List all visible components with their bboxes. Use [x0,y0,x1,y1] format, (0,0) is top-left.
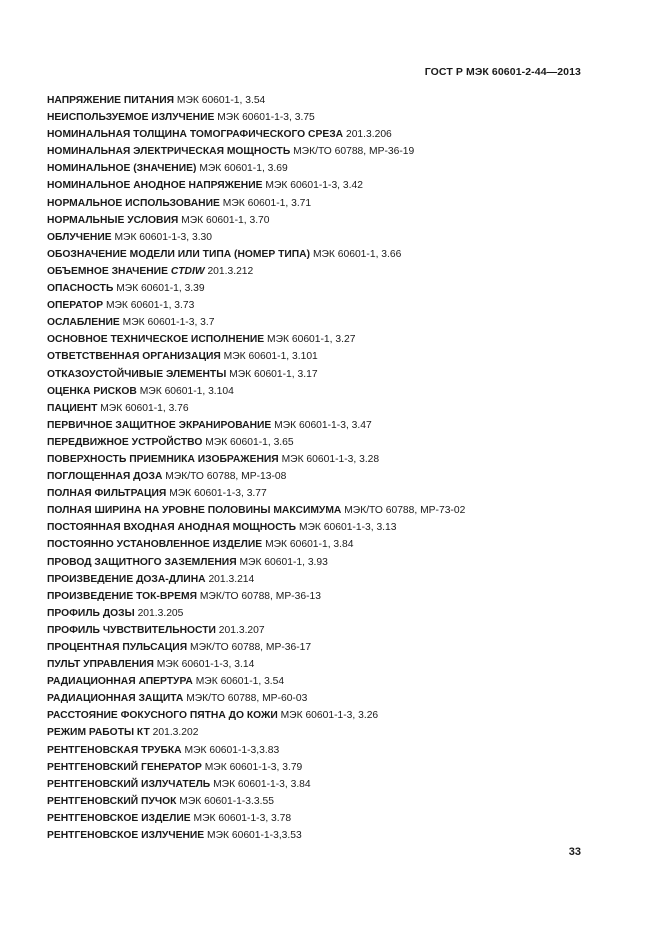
term-reference: МЭК 60601-1, 3.54 [195,676,285,688]
term-name: ОБЪЕМНОЕ ЗНАЧЕНИЕ [47,265,168,277]
term-reference: МЭК 60601-1-3, 3.78 [193,812,292,824]
term-entry [47,92,607,109]
term-entry [47,434,607,451]
term-entry [47,622,607,639]
term-reference: МЭК 60601-1, 3.27 [267,334,356,346]
term-name: ОСЛАБЛЕНИЕ [47,317,120,329]
term-reference: 201.3.207 [218,624,265,636]
term-name: ПОЛНАЯ ШИРИНА НА УРОВНЕ ПОЛОВИНЫ МАКСИМУМА [47,505,342,517]
term-name: ОСНОВНОЕ ТЕХНИЧЕСКОЕ ИСПОЛНЕНИЕ [47,334,265,346]
term-name: ОПАСНОСТЬ [47,283,114,295]
term-entry [47,417,607,434]
term-name: НОМИНАЛЬНОЕ АНОДНОЕ НАПРЯЖЕНИЕ [47,180,263,192]
term-reference: МЭК 60601-1, 3.71 [222,197,312,209]
term-name: ПРОЦЕНТНАЯ ПУЛЬСАЦИЯ [47,642,188,653]
term-entry [47,177,607,194]
term-name: ОБЛУЧЕНИЕ [47,231,112,243]
term-reference: МЭК/ТО 60788, МР-36-17 [190,642,312,653]
term-symbol: CTDIW [170,265,205,277]
term-entry [47,776,607,793]
term-name: ПРОИЗВЕДЕНИЕ ТОК-ВРЕМЯ [47,590,197,602]
term-reference: МЭК 60601-1-3,3.53 [207,830,302,842]
term-name: НОМИНАЛЬНАЯ ТОЛЩИНА ТОМОГРАФИЧЕСКОГО СРЕЗА [47,129,344,141]
page-number: 33 [568,846,581,858]
term-name: НЕИСПОЛЬЗУЕМОЕ ИЗЛУЧЕНИЕ [47,112,215,124]
term-entry [47,331,607,348]
term-name: ОЦЕНКА РИСКОВ [47,385,137,397]
term-reference: 201.3.214 [208,573,255,585]
term-name: РЕНТГЕНОВСКИЙ ПУЧОК [47,795,177,807]
term-entry [47,519,607,536]
term-entry [47,707,607,724]
term-entry [47,485,607,502]
term-entry [47,229,607,246]
term-entry [47,246,607,263]
term-name: НАПРЯЖЕНИЕ ПИТАНИЯ [47,95,175,106]
term-reference: МЭК/ТО 60788, МР-36-19 [293,146,415,158]
term-reference: МЭК 60601-1-3, 3.30 [114,231,213,243]
term-entry [47,690,607,707]
term-entry [47,212,607,229]
term-reference: 201.3.205 [137,607,184,619]
term-name: ПОГЛОЩЕННАЯ ДОЗА [47,471,163,483]
term-entry [47,588,607,605]
term-reference: МЭК 60601-1, 3.104 [139,385,234,397]
term-reference: МЭК 60601-1, 3.70 [181,214,270,226]
term-name: НОРМАЛЬНЫЕ УСЛОВИЯ [47,214,179,226]
term-reference: МЭК 60601-1-3, 3.7 [122,317,215,329]
term-reference: МЭК 60601-1-3, 3.75 [217,112,315,124]
term-name: РЕЖИМ РАБОТЫ КТ [47,727,150,739]
term-name: РАДИАЦИОННАЯ АПЕРТУРА [47,676,193,688]
term-name: ОТВЕТСТВЕННАЯ ОРГАНИЗАЦИЯ [47,351,221,363]
term-name: ПЕРВИЧНОЕ ЗАЩИТНОЕ ЭКРАНИРОВАНИЕ [47,419,272,431]
term-entry [47,297,607,314]
term-name: ПОЛНАЯ ФИЛЬТРАЦИЯ [47,488,167,500]
term-entry [47,502,607,519]
term-reference: МЭК 60601-1, 3.66 [312,248,402,260]
term-entry [47,759,607,776]
term-entry [47,468,607,485]
term-name: РЕНТГЕНОВСКИЙ ГЕНЕРАТОР [47,761,202,773]
term-entry [47,383,607,400]
term-name: ПРОФИЛЬ ДОЗЫ [47,607,135,619]
term-entry [47,451,607,468]
term-reference: МЭК 60601-1, 3.69 [199,163,288,175]
term-reference: МЭК 60601-1-3, 3.28 [281,453,380,465]
term-name: РАДИАЦИОННАЯ ЗАЩИТА [47,693,184,705]
term-name: ПРОИЗВЕДЕНИЕ ДОЗА-ДЛИНА [47,573,206,585]
term-entry [47,126,607,143]
term-name: ПОСТОЯННАЯ ВХОДНАЯ АНОДНАЯ МОЩНОСТЬ [47,522,297,534]
term-name: РАССТОЯНИЕ ФОКУСНОГО ПЯТНА ДО КОЖИ [47,710,278,722]
term-reference: МЭК 60601-1-3, 3.47 [274,419,372,431]
term-reference: МЭК/ТО 60788, МР-73-02 [344,505,466,517]
term-name: ПЕРЕДВИЖНОЕ УСТРОЙСТВО [47,436,203,448]
term-entry [47,827,607,844]
page-header-standard: ГОСТ Р МЭК 60601-2-44—2013 [424,66,581,78]
term-name: РЕНТГЕНОВСКОЕ ИЗДЕЛИЕ [47,812,191,824]
term-entry [47,366,607,383]
term-reference: МЭК 60601-1-3,3.83 [184,744,280,756]
term-reference: МЭК 60601-1, 3.76 [100,402,189,414]
term-reference: МЭК/ТО 60788, МР-60-03 [186,693,308,705]
term-name: РЕНТГЕНОВСКАЯ ТРУБКА [47,744,182,756]
term-name: ОПЕРАТОР [47,300,104,312]
term-name: НОМИНАЛЬНАЯ ЭЛЕКТРИЧЕСКАЯ МОЩНОСТЬ [47,146,291,158]
term-name: ПАЦИЕНТ [47,402,98,414]
term-reference: МЭК 60601-1, 3.17 [229,368,318,380]
term-reference: 201.3.202 [152,727,199,739]
term-entry [47,160,607,177]
term-name: ПРОФИЛЬ ЧУВСТВИТЕЛЬНОСТИ [47,624,216,636]
term-reference: МЭК/ТО 60788, МР-36-13 [199,590,321,602]
term-entry [47,195,607,212]
term-name: ПОСТОЯННО УСТАНОВЛЕННОЕ ИЗДЕЛИЕ [47,539,263,551]
term-reference: МЭК 60601-1-3, 3.42 [265,180,363,192]
term-name: ПРОВОД ЗАЩИТНОГО ЗАЗЕМЛЕНИЯ [47,556,237,568]
term-reference: МЭК 60601-1-3, 3.79 [204,761,303,773]
term-reference: МЭК 60601-1, 3.54 [176,95,266,106]
term-reference: МЭК 60601-1, 3.73 [105,300,195,312]
term-reference: МЭК 60601-1-3, 3.84 [213,778,311,790]
term-name: ПУЛЬТ УПРАВЛЕНИЯ [47,659,154,671]
term-reference: МЭК 60601-1, 3.39 [116,283,205,295]
term-name: РЕНТГЕНОВСКИЙ ИЗЛУЧАТЕЛЬ [47,778,211,790]
term-name: НОМИНАЛЬНОЕ (ЗНАЧЕНИЕ) [47,163,197,175]
term-reference: МЭК 60601-1, 3.84 [265,539,354,551]
term-entry [47,280,607,297]
term-reference: МЭК 60601-1-3, 3.13 [298,522,397,534]
term-entry [47,348,607,365]
term-name: РЕНТГЕНОВСКОЕ ИЗЛУЧЕНИЕ [47,830,205,842]
term-reference: 201.3.206 [345,129,392,141]
term-entry [47,263,607,280]
term-entry [47,400,607,417]
term-reference: МЭК 60601-1-3, 3.77 [169,488,267,500]
term-entry [47,724,607,741]
term-entry [47,554,607,571]
term-entry [47,571,607,588]
term-name: ОТКАЗОУСТОЙЧИВЫЕ ЭЛЕМЕНТЫ [47,368,227,380]
term-reference: МЭК 60601-1, 3.101 [223,351,318,363]
term-entry [47,673,607,690]
term-reference: МЭК/ТО 60788, МР-13-08 [165,471,287,483]
term-entry [47,639,607,656]
term-reference: МЭК 60601-1-3, 3.14 [156,659,255,671]
term-entry [47,810,607,827]
term-name: ПОВЕРХНОСТЬ ПРИЕМНИКА ИЗОБРАЖЕНИЯ [47,453,279,465]
term-entry [47,742,607,759]
term-entry [47,656,607,673]
term-index-list [47,92,607,844]
term-reference: МЭК 60601-1-3.3.55 [179,795,274,807]
term-reference: 201.3.212 [207,265,254,277]
term-entry [47,605,607,622]
term-entry [47,793,607,810]
term-reference: МЭК 60601-1, 3.65 [205,436,294,448]
term-name: ОБОЗНАЧЕНИЕ МОДЕЛИ ИЛИ ТИПА (НОМЕР ТИПА) [47,248,311,260]
term-entry [47,536,607,553]
term-entry [47,109,607,126]
term-name: НОРМАЛЬНОЕ ИСПОЛЬЗОВАНИЕ [47,197,220,209]
term-entry [47,143,607,160]
term-entry [47,314,607,331]
term-reference: МЭК 60601-1, 3.93 [239,556,328,568]
term-reference: МЭК 60601-1-3, 3.26 [280,710,379,722]
